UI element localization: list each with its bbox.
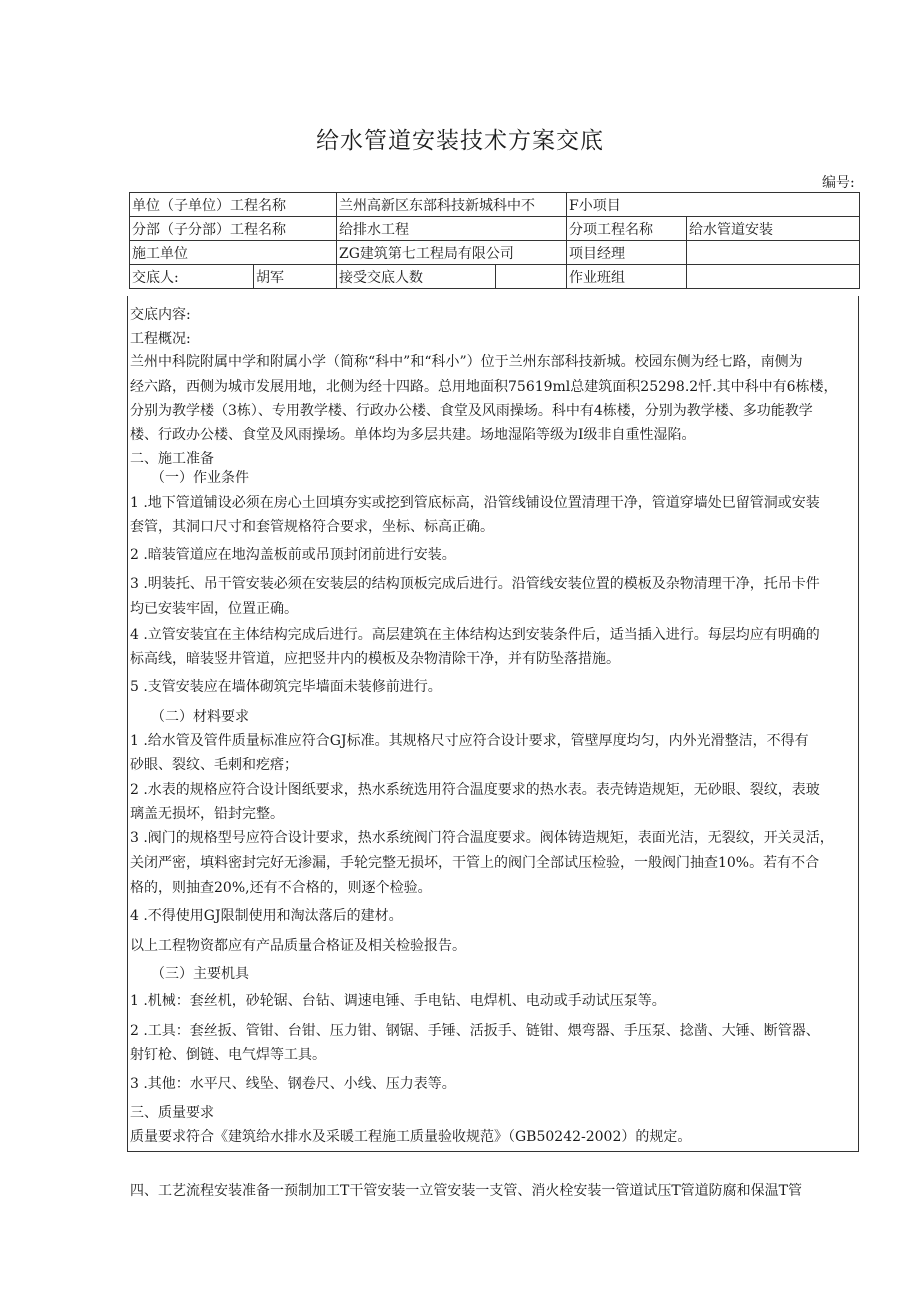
cell-briefer-value: 胡军 [254, 265, 337, 289]
content-line: 2 .水表的规格应符合设计图纸要求，热水系统选用符合温度要求的热水表。表壳铸造规矩，无砂眼、裂纹，表玻 [130, 782, 820, 798]
header-row [130, 217, 860, 241]
content-line: 分别为教学楼（3栋）、专用教学楼、行政办公楼、食堂及风雨操场。科中有4栋楼，分别为教学楼、多功能教学 [130, 403, 813, 419]
content-line: 1 .机械：套丝机，砂轮锯、台钻、调速电锤、手电钻、电焊机、电动或手动试压泵等。 [130, 993, 666, 1009]
content-line: 3 .阀门的规格型号应符合设计要求，热水系统阀门符合温度要求。阀体铸造规矩，表面光洁，无裂纹，开关灵活， [130, 830, 834, 846]
cell-division-label: 分部（子分部）工程名称 [130, 217, 337, 241]
header-row [130, 241, 860, 265]
content-line: 1 .地下管道铺设必须在房心土回填夯实或挖到管底标高，沿管线铺设位置清理干净，管道穿墙处巳留管洞或安装 [130, 495, 820, 511]
content-line: 2 .工具：套丝扳、管钳、台钳、压力钳、钢锯、手锤、活扳手、链钳、煨弯器、手压泵、捻凿、大锤、断管器、 [130, 1023, 820, 1039]
subsection-heading: （三）主要机具 [151, 966, 249, 982]
content-line: 均已安装牢固，位置正确。 [130, 601, 298, 617]
cell-subitem-value: 给水管道安装 [687, 217, 860, 241]
section-heading: 二、施工准备 [130, 451, 214, 467]
cell-project-name-value: 兰州高新区东部科技新城科中不 [337, 193, 567, 217]
content-line: 楼、行政办公楼、食堂及风雨操场。单体均为多层共建。场地湿陷等级为I级非自重性湿陷。 [130, 427, 696, 443]
cell-project-name-suffix: F小项目 [567, 193, 860, 217]
cell-subitem-label: 分项工程名称 [567, 217, 687, 241]
content-line: 标高线，暗装竖井管道，应把竖井内的模板及杂物清除干净，并有防坠落措施。 [130, 651, 620, 667]
process-flow-line: 四、工艺流程安装准备一预制加工T干管安装一立管安装一支管、消火栓安装一管道试压T管道防腐和保温T管 [130, 1183, 803, 1199]
doc-number-label: 编号: [822, 175, 855, 191]
cell-manager-value [687, 241, 860, 265]
content-line: 4 .立管安装宜在主体结构完成后进行。高层建筑在主体结构达到安装条件后，适当插入进行。每层均应有明确的 [130, 627, 820, 643]
content-line: 5 .支管安装应在墙体砌筑完毕墙面未装修前进行。 [130, 679, 442, 695]
cell-receivers-label: 接受交底人数 [337, 265, 496, 289]
content-line: 兰州中科院附属中学和附属小学（简称“科中”和“科小”）位于兰州东部科技新城。校园东侧为经七路，南侧为 [130, 354, 803, 370]
content-line: 4 .不得使用GJ限制使用和淘汰落后的建材。 [130, 908, 403, 924]
cell-receivers-value [496, 265, 567, 289]
header-row [130, 193, 860, 217]
content-line: 璃盖无损坏，铅封完整。 [130, 806, 284, 822]
content-line: 以上工程物资都应有产品质量合格证及相关检验报告。 [130, 938, 466, 954]
header-table [129, 192, 860, 289]
cell-team-value [687, 265, 860, 289]
content-line: 射钉枪、倒链、电气焊等工具。 [130, 1047, 326, 1063]
header-row [130, 265, 860, 289]
content-line: 经六路，西侧为城市发展用地，北侧为经十四路。总用地面积75619ml总建筑面积25298.2忏.其中科中有6栋楼， [130, 379, 838, 395]
document-title: 给水管道安装技术方案交底 [316, 128, 604, 154]
subsection-heading: （二）材料要求 [151, 709, 249, 725]
cell-contractor-label: 施工单位 [130, 241, 337, 265]
cell-contractor-value: ZG建筑第七工程局有限公司 [337, 241, 567, 265]
section-heading: 三、质量要求 [130, 1105, 214, 1121]
cell-project-name-label: 单位（子单位）工程名称 [130, 193, 337, 217]
content-line: 砂眼、裂纹、毛刺和疙瘩； [130, 757, 298, 773]
cell-team-label: 作业班组 [567, 265, 687, 289]
content-line: 工程概况: [130, 331, 191, 347]
content-line: 2 .暗装管道应在地沟盖板前或吊顶封闭前进行安装。 [130, 547, 456, 563]
content-line: 关闭严密，填料密封完好无渗漏，手轮完整无损坏，干管上的阀门全部试压检验，一般阀门抽查10%。若有不合 [130, 855, 820, 871]
cell-division-value: 给排水工程 [337, 217, 567, 241]
subsection-heading: （一）作业条件 [151, 470, 249, 486]
content-line: 3 .其他：水平尺、线坠、钢卷尺、小线、压力表等。 [130, 1076, 456, 1092]
cell-briefer-label: 交底人: [130, 265, 254, 289]
content-line: 1 .给水管及管件质量标准应符合GJ标准。其规格尺寸应符合设计要求，管壁厚度均匀，内外光滑整洁，不得有 [130, 733, 809, 749]
content-line: 质量要求符合《建筑给水排水及采暖工程施工质量验收规范》（GB50242-2002）的规定。 [130, 1129, 692, 1145]
content-line: 格的，则抽查20%,还有不合格的，则逐个检验。 [130, 880, 432, 896]
content-line: 套管，其洞口尺寸和套管规格符合要求，坐标、标高正确。 [130, 519, 494, 535]
cell-manager-label: 项目经理 [567, 241, 687, 265]
content-line: 3 .明装托、吊干管安装必须在安装层的结构顶板完成后进行。沿管线安装位置的模板及杂物清理干净，托吊卡件 [130, 576, 820, 592]
content-line: 交底内容: [130, 307, 191, 323]
